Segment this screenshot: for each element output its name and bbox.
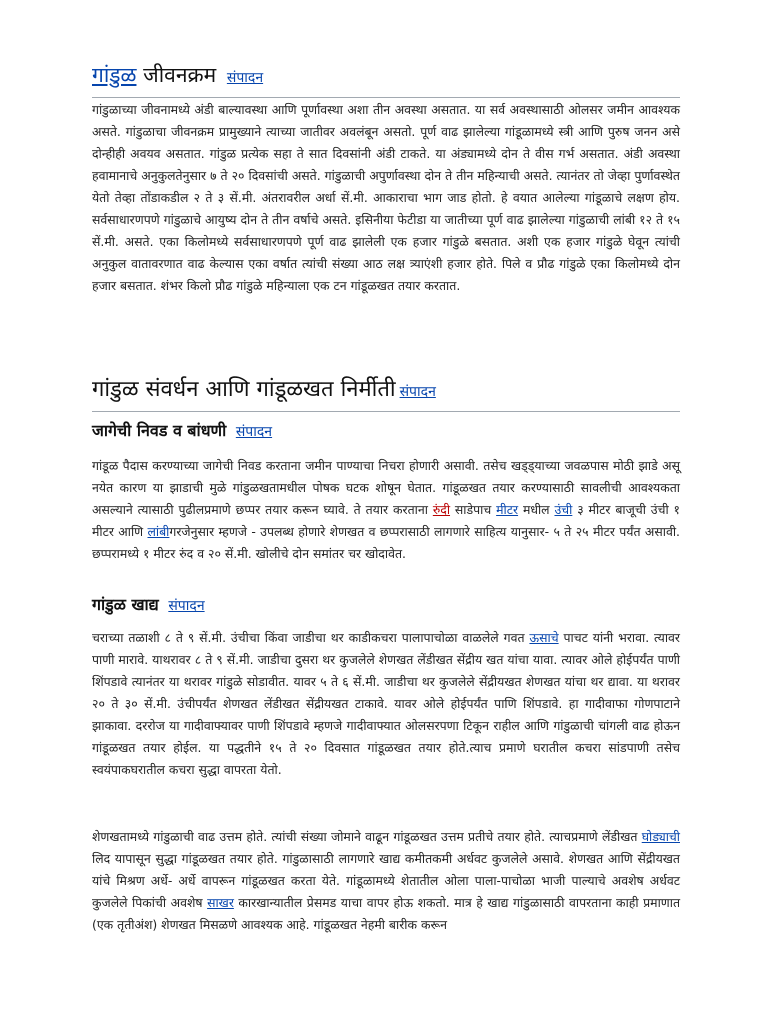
usache-link[interactable]: ऊसाचे	[529, 630, 559, 645]
subsection-heading-food-text: गांडुळ खाद्य	[92, 595, 159, 614]
food-p1-text-b: पाचट यांनी भरावा. त्यावर पाणी मारावे. याथरावर ८ ते ९ सें.मी. जाडीचा दुसरा थर कुजलेले शेणखत लेंडीखत सेंद्रीय खत यांचा यावा. त्यावर ओले होईपर्यंत पाणी शिंपडावे त्यानंतर या थरावर गांडुळे सोडावीत. यावर ५ ते ६ सें.मी. जाडीचा थर कुजलेले सेंद्रीयखत शेणखत यांचा थर द्यावा. या थरावर २० ते ३० सें.मी. उंचीपर्यंत शेणखत लेंडीखत सेंद्रीयखत टाकावे. यावर ओले होईपर्यंत पाणि शिंपडावे. हा गादीवाफा गोणपाटाने झाकावा. दररोज या गादीवाफ्यावर पाणी शिंपडावे म्हणजे गादीवाफ्यात ओलसरपणा टिकून राहील आणि गांडुळाची चांगली वाढ होऊन गांडूळखत तयार होईल. या पद्धतीने १५ ते २० दिवसात गांडूळखत तयार होते.त्याच प्रमाणे घरातील कचरा सांडपाणी तसेच स्वयंपाकघरातील कचरा सुद्धा वापरता येतो.	[92, 630, 680, 777]
rudi-link[interactable]: रुंदी	[432, 502, 451, 517]
lambi-link[interactable]: लांबी	[147, 524, 170, 539]
lifecycle-paragraph: गांडुळाच्या जीवनामध्ये अंडी बाल्यावस्था आणि पूर्णावस्था अशा तीन अवस्था असतात. या सर्व अवस्थासाठी ओलसर जमीन आवश्यक असते. गांडुळाचा जीवनक्रम प्रामुख्याने त्याच्या जातीवर अवलंबून असतो. पूर्ण वाढ झालेल्या गांडूळामध्ये स्त्री आणि पुरुष जनन असे दोन्हीही अवयव असतात. गांडुळ प्रत्येक सहा ते सात दिवसांनी अंडी टाकते. या अंड्यामध्ये दोन ते वीस गर्भ असतात. अंडी अवस्था हवामानाचे अनुकुलतेनुसार ७ ते २० दिवसांची असते. गांडुळाची अपुर्णावस्था दोन ते तीन महिन्याची असते. त्यानंतर तो जेव्हा पुर्णावस्थेत येतो तेव्हा तोंडाकडील २ ते ३ सें.मी. अंतरावरील अर्धा सें.मी. आकाराचा भाग जाड होतो. हे वयात आलेल्या गांडूळाचे लक्षण होय. सर्वसाधारणपणे गांडुळाचे आयुष्य दोन ते तीन वर्षाचे असते. इसिनीया फेटीडा या जातीच्या पूर्ण वाढ झालेल्या गांडुळाची लांबी १२ ते १५ सें.मी. असते. एका किलोमध्ये सर्वसाधारणपणे पूर्ण वाढ झालेली एक हजार गांडुळे बसतात. अशी एक हजार गांडुळे घेवून त्यांची अनुकुल वातावरणात वाढ केल्यास एका वर्षात त्यांची संख्या आठ लक्ष त्र्याएंशी हजार होते. पिले व प्रौढ गांडुळे एका किलोमध्ये दोन हजार बसतात. शंभर किलो प्रौढ गांडुळे महिन्याला एक टन गांडूळखत तयार करतात.	[92, 102, 680, 293]
site-paragraph	[92, 455, 680, 565]
site-text-a: गांडूळ पैदास करण्याच्या जागेची निवड करताना जमीन पाण्याचा निचरा होणारी असावी. तसेच खड्ड्याच्या जवळपास मोठी झाडे असू नयेत कारण या झाडाची मुळे गांडुळखतामधील पोषक घटक शोषून घेतात. गांडूळखत तयार करण्यासाठी सावलीची आवश्यकता असल्याने त्यासाठी पुढीलप्रमाणे छप्पर तयार करून घ्यावे. ते तयार करताना	[92, 458, 680, 517]
food-paragraph-2	[92, 826, 680, 936]
site-text-d: ३ मीटर बाजूची उंची १ मीटर आणि	[92, 502, 680, 539]
site-text-c: मधील	[518, 502, 555, 517]
sakhar-link[interactable]: साखर	[207, 895, 234, 910]
unchi-link[interactable]: उंची	[554, 502, 573, 517]
section-heading-lifecycle	[92, 58, 680, 98]
section-heading-lifecycle-text: जीवनक्रम	[136, 63, 223, 87]
section-heading-cultivation-text: गांडुळ संवर्धन आणि गांडूळखत निर्मीती	[92, 377, 396, 402]
food-paragraph-1	[92, 627, 680, 781]
subsection-heading-site-text: जागेची निवड व बांधणी	[92, 421, 227, 440]
food-p1-text-a: चराच्या तळाशी ८ ते ९ सें.मी. उंचीचा किंवा जाडीचा थर काडीकचरा पालापाचोळा वाळलेले गवत	[92, 630, 530, 645]
ghodyachi-link[interactable]: घोड्याची	[641, 829, 680, 844]
subsection-heading-food	[92, 592, 205, 619]
food-p2-text-a: शेणखतामध्ये गांडुळाची वाढ उत्तम होते. त्यांची संख्या जोमाने वाढून गांडूळखत उत्तम प्रतीचे तयार होते. त्याचप्रमाणे लेंडीखत	[92, 829, 642, 844]
subsection-heading-site	[92, 418, 272, 445]
edit-link-food[interactable]: संपादन	[168, 598, 205, 614]
edit-link-lifecycle[interactable]: संपादन	[226, 70, 264, 86]
meter-link[interactable]: मीटर	[496, 502, 519, 517]
section-heading-cultivation	[92, 373, 680, 412]
edit-link-site[interactable]: संपादन	[235, 424, 273, 440]
food-p2-text-c: कारखान्यातील प्रेसमड याचा वापर होऊ शकतो. मात्र हे खाद्य गांडुळासाठी वापरताना काही प्रमाणात (एक तृतीअंश) शेणखत मिसळणे आवश्यक आहे. गांडूळखत नेहमी बारीक करून	[92, 895, 681, 932]
site-text-b: साडेपाच	[450, 502, 497, 517]
edit-link-cultivation[interactable]: संपादन	[399, 384, 436, 400]
site-text-e: गरजेनुसार म्हणजे - उपलब्ध होणारे शेणखत व छप्परासाठी लागणारे साहित्य यानुसार- ५ ते २५ मीटर पर्यंत असावी. छप्परामध्ये १ मीटर रुंद व २० सें.मी. खोलीचे दोन समांतर चर खोदावेत.	[92, 524, 680, 561]
gandul-link[interactable]: गांडुळ	[92, 63, 137, 87]
food-p2-text-b: लिद यापासून सुद्धा गांडूळखत तयार होते. गांडुळासाठी लागणारे खाद्य कमीतकमी अर्धवट कुजलेले असावे. शेणखत आणि सेंद्रीयखत यांचे मिश्रण अर्धे- अर्धे वापरून गांडूळखत करता येते. गांडूळामध्ये शेतातील ओला पाला-पाचोळा भाजी पाल्याचे अवशेष अर्धवट कुजलेले पिकांची अवशेष	[92, 851, 680, 910]
